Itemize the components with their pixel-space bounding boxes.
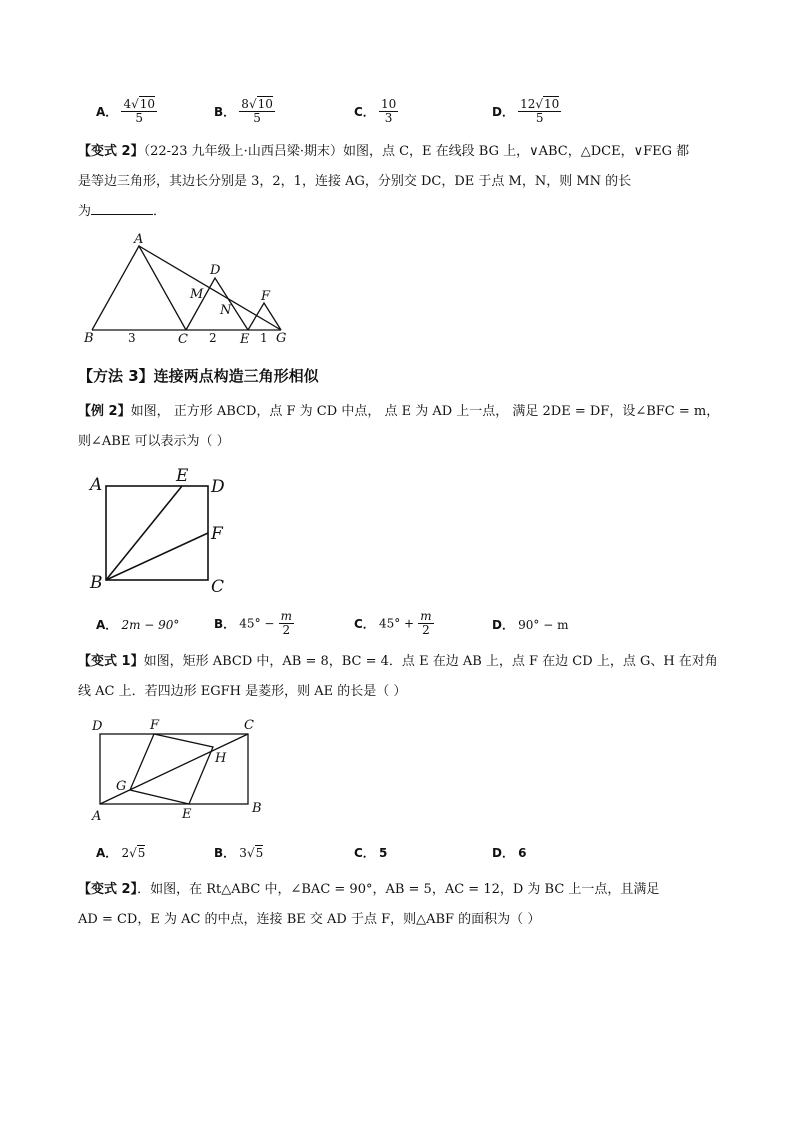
fraction: $\frac{10}{3}$ [380, 97, 397, 125]
segment-be [106, 486, 182, 580]
label-e: E [182, 807, 192, 822]
segment-bf [106, 533, 208, 580]
side-label-1: 1 [260, 331, 268, 345]
label-d: D [210, 263, 221, 278]
variant2a-line1: 【变式 2】（22-23 九年级上·山西吕梁·期末）如图，点 C，E 在线段 BG 上，∨ABC，△DCE，∨FEG 都 [78, 144, 690, 159]
label-c: C [178, 332, 188, 347]
label-c: C [211, 577, 225, 597]
top-options-row [96, 98, 736, 138]
label-a: A [90, 475, 103, 495]
variant1-options-row [96, 844, 736, 864]
example2-line1: 【例 2】如图， 正方形 ABCD，点 F 为 CD 中点， 点 E 为 AD 上一点， 满足 2DE = DF，设∠BFC = m， [78, 404, 720, 419]
label-b: B [252, 801, 262, 816]
triangle-abc [92, 246, 186, 330]
option-b[interactable] [214, 98, 275, 125]
fraction: $\frac{m}{2}$ [280, 609, 292, 637]
square-figure [86, 462, 236, 602]
option-d[interactable] [492, 98, 561, 125]
option-letter: D． [492, 846, 514, 860]
label-f: F [261, 289, 271, 304]
label-d: D [92, 719, 103, 734]
fraction: $\frac{m}{2}$ [420, 609, 432, 637]
option-c[interactable] [354, 98, 398, 125]
option-a[interactable]: A． 2√5 [96, 846, 146, 860]
fraction: $\frac{4√10}{5}$ [123, 97, 156, 125]
variant1-line1: 【变式 1】如图，矩形 ABCD 中，AB = 8，BC = 4．点 E 在边 AB 上，点 F 在边 CD 上，点 G、H 在对角 [78, 654, 718, 669]
example2-options-row [96, 610, 736, 646]
label-n: N [220, 303, 232, 318]
fraction: $\frac{12√10}{5}$ [520, 97, 560, 125]
variant-tag: 【变式 1】 [78, 654, 144, 669]
label-b: B [90, 573, 103, 593]
option-letter: D． [492, 105, 514, 119]
option-letter: A． [96, 618, 118, 632]
triangle-feg [248, 303, 281, 330]
option-c[interactable]: C． 45° + $\frac{m}{2}$ [354, 609, 432, 637]
label-a: A [92, 809, 102, 824]
rectangle-figure [86, 712, 276, 828]
label-f: F [150, 718, 160, 733]
label-b: B [84, 331, 94, 346]
option-letter: A． [96, 105, 118, 119]
label-e: E [240, 332, 250, 347]
variant1-line2: 线 AC 上．若四边形 EGFH 是菱形，则 AE 的长是（ ） [78, 684, 407, 699]
option-d[interactable]: D． 90° − m [492, 618, 569, 632]
option-b[interactable]: B． 3√5 [214, 846, 264, 860]
label-e: E [176, 466, 189, 486]
example2-line2: 则∠ABE 可以表示为（ ） [78, 434, 230, 449]
label-h: H [215, 751, 227, 766]
rhombus-egfh [130, 734, 213, 804]
option-letter: D． [492, 618, 514, 632]
triangle-dce [186, 278, 248, 330]
square-abcd [106, 486, 208, 580]
label-f: F [211, 524, 223, 544]
variant2b-line2: AD = CD，E 为 AC 的中点，连接 BE 交 AD 于点 F，则△ABF 的面积为（ ） [78, 912, 541, 927]
option-b[interactable]: B． 45° − $\frac{m}{2}$ [214, 609, 292, 637]
option-letter: A． [96, 846, 118, 860]
option-letter: B． [214, 105, 236, 119]
label-c: C [244, 718, 254, 733]
label-m: M [190, 287, 204, 302]
option-letter: B． [214, 617, 236, 631]
label-d: D [211, 477, 225, 497]
option-letter: B． [214, 846, 236, 860]
option-a[interactable]: A． 2m − 90° [96, 618, 180, 632]
variant2a-line2: 是等边三角形，其边长分别是 3，2，1，连接 AG，分别交 DC，DE 于点 M，N，则 MN 的长 [78, 174, 632, 189]
variant-tag: 【变式 2】 [78, 144, 144, 159]
example-tag: 【例 2】 [78, 404, 131, 419]
variant2b-line1: 【变式 2】．如图，在 Rt△ABC 中，∠BAC = 90°，AB = 5，AC = 12，D 为 BC 上一点，且满足 [78, 882, 660, 897]
variant2a-line3: 为 ． [78, 204, 167, 219]
label-g: G [116, 779, 127, 794]
option-letter: C． [354, 617, 375, 631]
answer-blank[interactable] [91, 202, 153, 215]
fraction: $\frac{8√10}{5}$ [241, 97, 273, 125]
option-d[interactable]: D． 6 [492, 846, 527, 860]
method3-heading: 【方法 3】连接两点构造三角形相似 [78, 367, 319, 385]
option-letter: C． [354, 105, 375, 119]
option-a[interactable] [96, 98, 157, 125]
side-label-3: 3 [128, 331, 136, 345]
label-g: G [276, 331, 287, 346]
segment-ag [139, 246, 281, 330]
label-a: A [134, 232, 144, 247]
option-letter: C． [354, 846, 375, 860]
triangles-figure [80, 230, 300, 348]
variant-tag: 【变式 2】 [78, 882, 138, 897]
option-c[interactable]: C． 5 [354, 846, 388, 860]
side-label-2: 2 [209, 331, 217, 345]
